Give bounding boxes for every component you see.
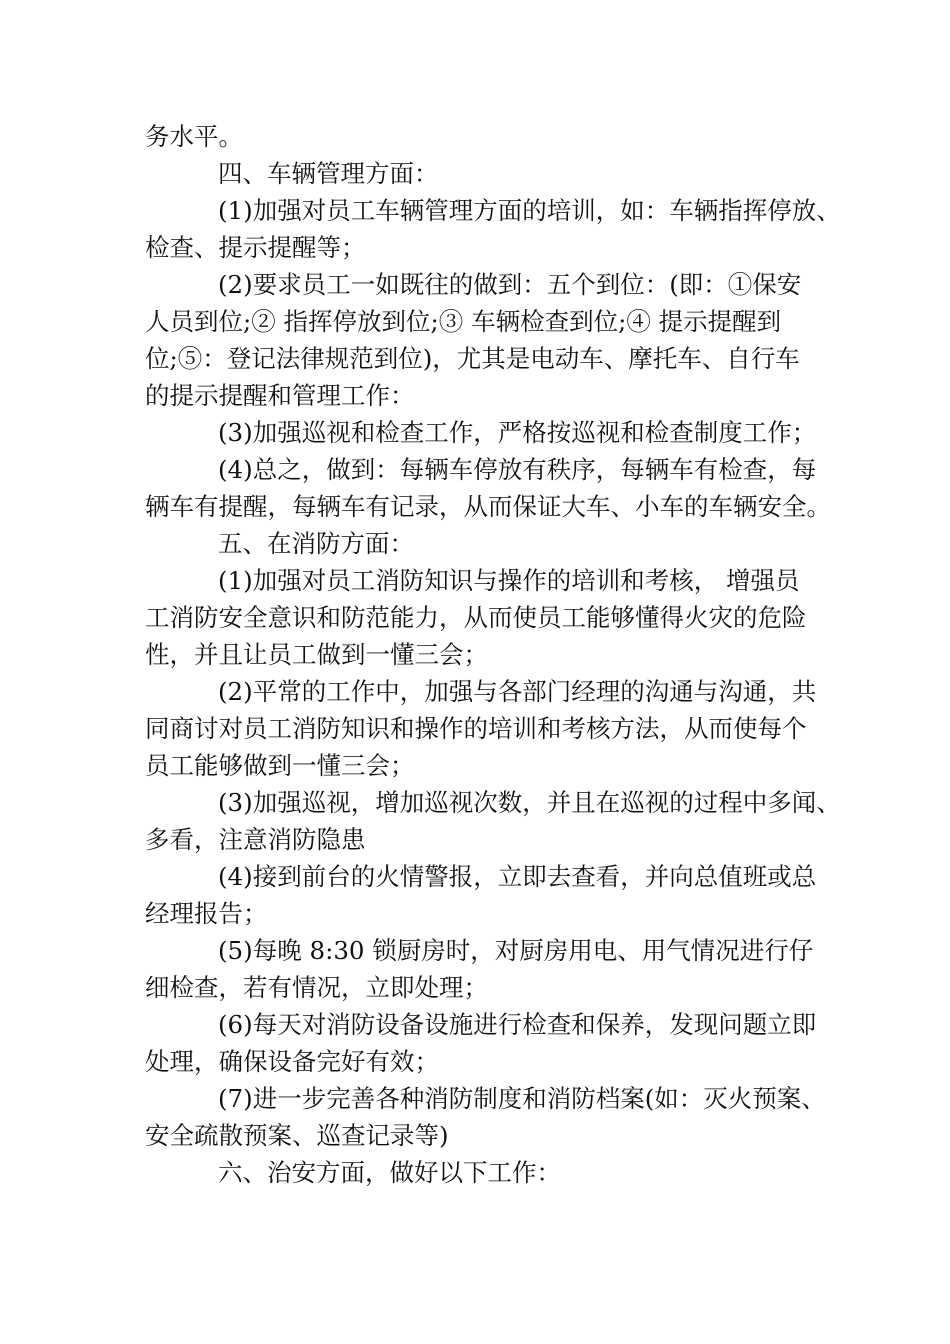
- text-line: (6)每天对消防设备设施进行检查和保养，发现问题立即: [218, 1010, 817, 1039]
- text-line: 检查、提示提醒等；: [145, 233, 366, 262]
- text-line: 务水平。: [145, 122, 243, 151]
- section-heading-vehicle: 四、车辆管理方面：: [218, 159, 439, 188]
- text-line: (1)加强对员工消防知识与操作的培训和考核， 增强员: [218, 566, 800, 595]
- text-line: 安全疏散预案、巡查记录等): [145, 1121, 449, 1150]
- text-line: 同商讨对员工消防知识和操作的培训和考核方法，从而使每个: [145, 714, 807, 743]
- text-line: (4)总之，做到：每辆车停放有秩序，每辆车有检查，每: [218, 455, 817, 484]
- text-line: 人员到位;② 指挥停放到位;③ 车辆检查到位;④ 提示提醒到: [145, 307, 782, 336]
- text-line: 辆车有提醒，每辆车有记录，从而保证大车、小车的车辆安全。: [145, 492, 831, 521]
- text-line: 员工能够做到一懂三会；: [145, 751, 415, 780]
- text-line: 位;⑤：登记法律规范到位)，尤其是电动车、摩托车、自行车: [145, 344, 800, 373]
- section-heading-fire: 五、在消防方面：: [218, 529, 414, 558]
- text-line: 经理报告；: [145, 899, 268, 928]
- section-heading-security: 六、治安方面，做好以下工作：: [218, 1158, 561, 1187]
- text-line: (4)接到前台的火情警报，立即去查看，并向总值班或总: [218, 862, 817, 891]
- text-line: 处理，确保设备完好有效；: [145, 1047, 439, 1076]
- text-line: (7)进一步完善各种消防制度和消防档案(如：灭火预案、: [218, 1084, 826, 1113]
- document-body: [145, 118, 841, 1191]
- text-line: (2)要求员工一如既往的做到：五个到位：(即：①保安: [218, 270, 802, 299]
- text-line: (3)加强巡视和检查工作，严格按巡视和检查制度工作；: [218, 418, 817, 447]
- text-line: 多看，注意消防隐患: [145, 825, 366, 854]
- text-line: 工消防安全意识和防范能力，从而使员工能够懂得火灾的危险: [145, 603, 807, 632]
- text-line: 性，并且让员工做到一懂三会；: [145, 640, 488, 669]
- text-line: (3)加强巡视，增加巡视次数，并且在巡视的过程中多闻、: [218, 788, 841, 817]
- text-line: 细检查，若有情况，立即处理；: [145, 973, 488, 1002]
- text-line: 的提示提醒和管理工作：: [145, 381, 415, 410]
- text-line: (2)平常的工作中，加强与各部门经理的沟通与沟通，共: [218, 677, 817, 706]
- text-line: (5)每晚 8:30 锁厨房时，对厨房用电、用气情况进行仔: [218, 936, 814, 965]
- text-line: (1)加强对员工车辆管理方面的培训，如：车辆指挥停放、: [218, 196, 841, 225]
